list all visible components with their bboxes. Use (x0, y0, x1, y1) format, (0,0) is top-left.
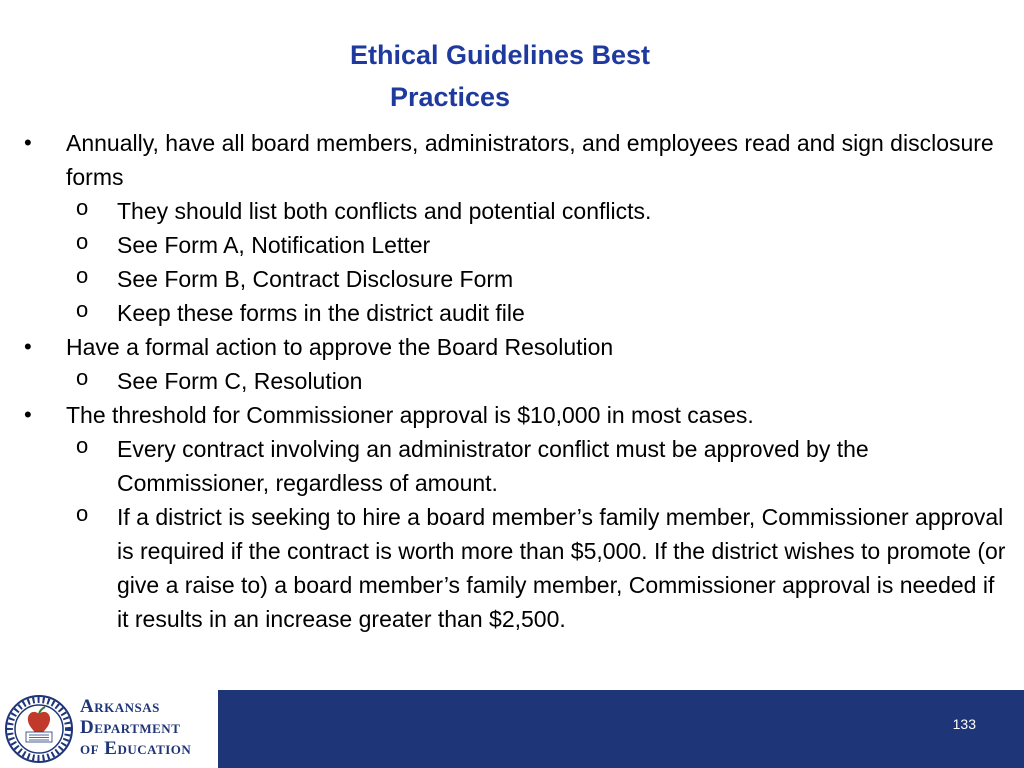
sub-bullet-item (0, 500, 1010, 636)
logo-wordmark (80, 696, 191, 759)
sub-bullet-text: They should list both conflicts and potential conflicts. (117, 198, 652, 224)
footer-bar (218, 690, 1024, 768)
sub-bullet-marker: o (76, 433, 89, 458)
sub-bullet-item (0, 296, 1010, 330)
sub-bullet-text: Keep these forms in the district audit file (117, 300, 525, 326)
sub-bullet-marker: o (76, 195, 89, 220)
bullet-item (0, 330, 1010, 364)
sub-bullet-marker: o (76, 501, 89, 526)
sub-bullet-item (0, 228, 1010, 262)
sub-bullet-text: See Form C, Resolution (117, 368, 363, 394)
slide-footer (0, 690, 1024, 768)
bullet-list (0, 126, 1010, 636)
slide-title (300, 34, 700, 118)
sub-bullet-text: If a district is seeking to hire a board member’s family member, Commissioner approval is required if the contract is worth more than $5,000. If the district wishes to promote (or give a raise to) a board member’s family member, Commissioner approval is needed if it results in an increase greater than $2,500. (117, 504, 1006, 632)
bullet-marker: • (24, 130, 32, 155)
sub-bullet-item (0, 262, 1010, 296)
title-line-1: Ethical Guidelines Best (349, 40, 651, 70)
logo-line-3: of Education (80, 738, 192, 759)
bullet-text: The threshold for Commissioner approval is $10,000 in most cases. (66, 402, 754, 428)
ade-logo (0, 690, 218, 768)
logo-line-2: Department (80, 717, 181, 738)
sub-bullet-text: See Form B, Contract Disclosure Form (117, 266, 514, 292)
sub-bullet-item (0, 194, 1010, 228)
title-line-2: Practices (389, 82, 511, 112)
sub-bullet-marker: o (76, 365, 89, 390)
logo-line-1: Arkansas (80, 696, 160, 717)
department-seal-icon (4, 694, 74, 764)
sub-bullet-marker: o (76, 263, 89, 288)
bullet-marker: • (24, 402, 32, 427)
bullet-text: Have a formal action to approve the Board Resolution (66, 334, 614, 360)
bullet-marker: • (24, 334, 32, 359)
sub-bullet-marker: o (76, 229, 89, 254)
sub-bullet-item (0, 364, 1010, 398)
page-number: 133 (952, 716, 976, 732)
sub-bullet-marker: o (76, 297, 89, 322)
sub-bullet-item (0, 432, 1010, 500)
bullet-text: Annually, have all board members, administrators, and employees read and sign disclosure forms (66, 130, 994, 190)
sub-bullet-text: See Form A, Notification Letter (117, 232, 431, 258)
bullet-item (0, 398, 1010, 432)
bullet-item (0, 126, 1010, 194)
sub-bullet-text: Every contract involving an administrator conflict must be approved by the Commissioner, regardless of amount. (117, 436, 869, 496)
